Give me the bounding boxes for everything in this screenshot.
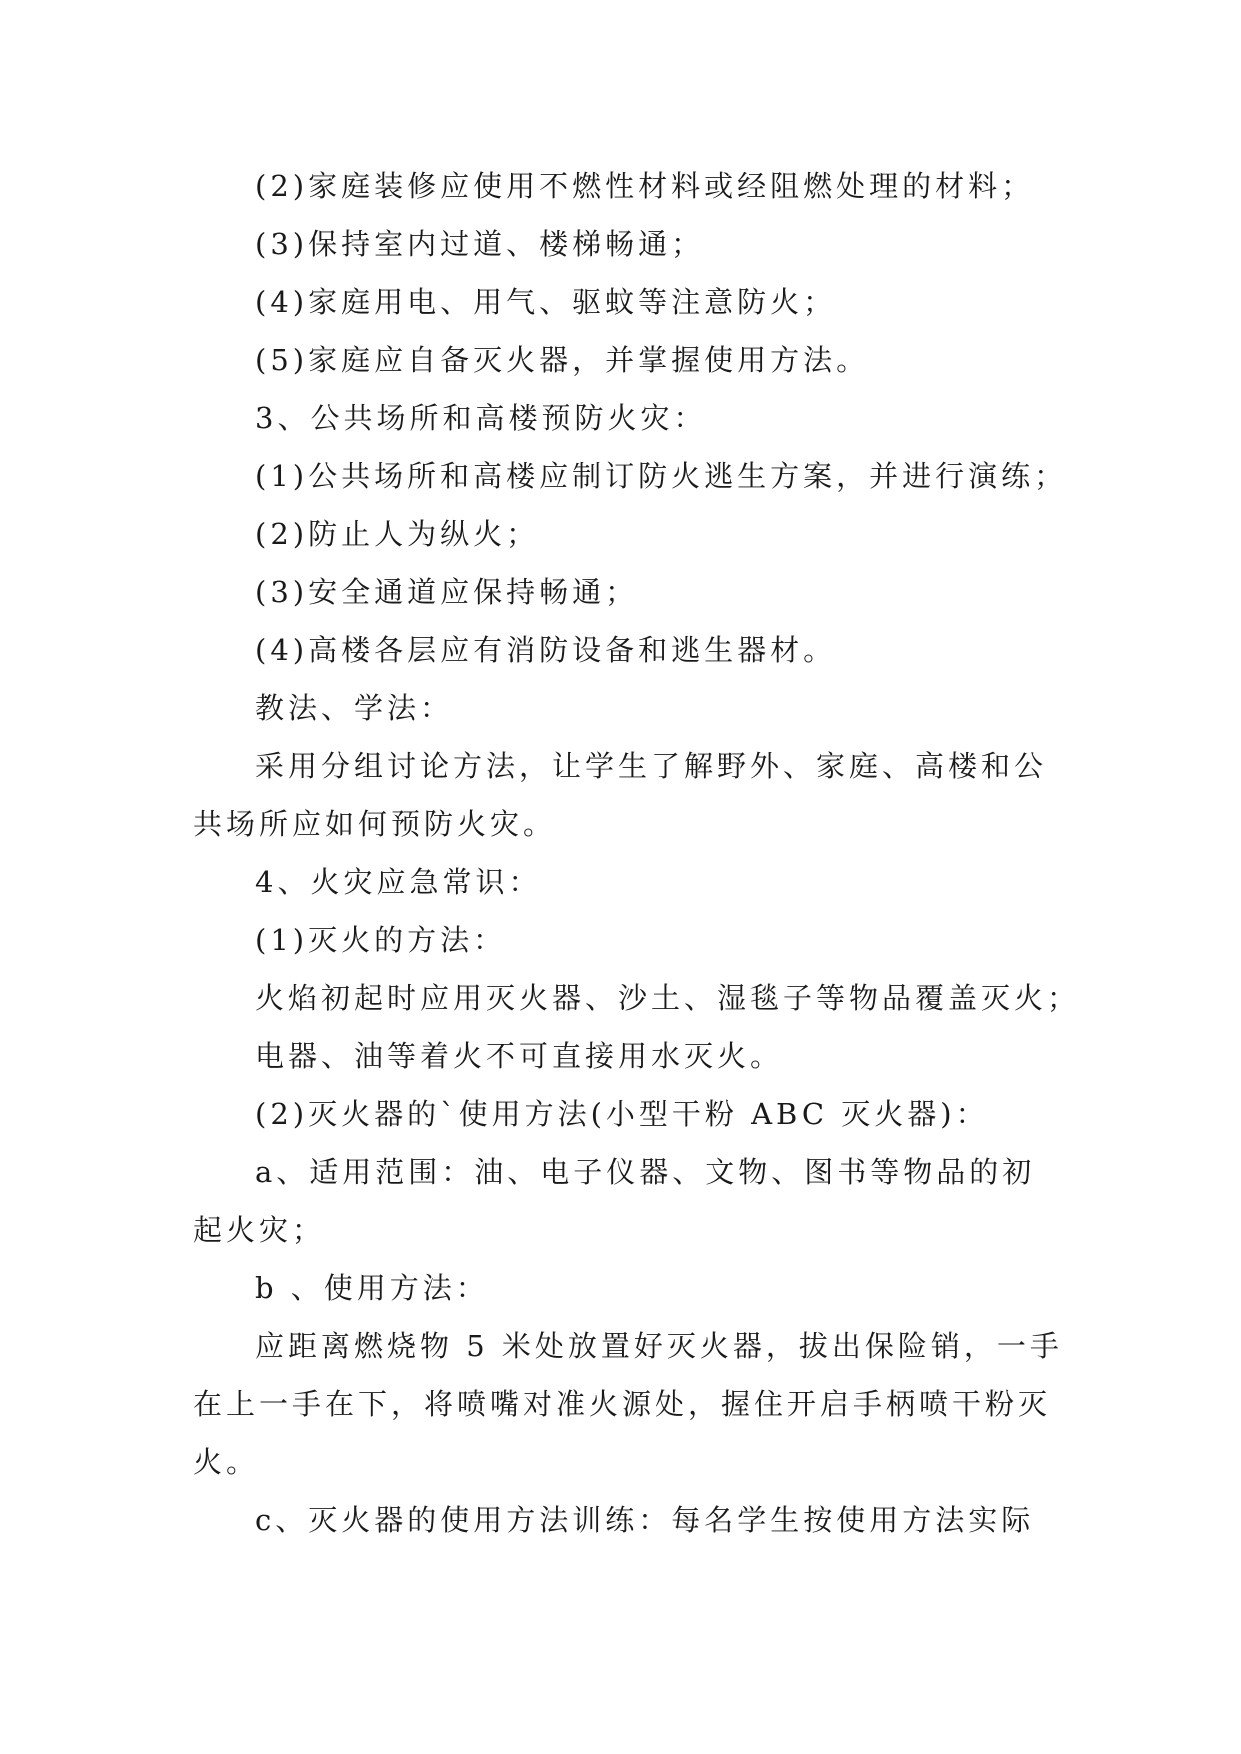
section-heading: 3、公共场所和高楼预防火灾： bbox=[255, 401, 707, 435]
paragraph-line: (5)家庭应自备灭火器，并掌握使用方法。 bbox=[255, 343, 870, 377]
paragraph-line: 应距离燃烧物 5 米处放置好灭火器，拔出保险销，一手 bbox=[255, 1329, 1063, 1363]
paragraph-line: a、适用范围：油、电子仪器、文物、图书等物品的初 bbox=[255, 1155, 1036, 1189]
paragraph-line: (1)灭火的方法： bbox=[255, 923, 507, 957]
section-heading: 4、火灾应急常识： bbox=[255, 865, 542, 899]
paragraph-line: c、灭火器的使用方法训练：每名学生按使用方法实际 bbox=[255, 1503, 1035, 1537]
paragraph-line: b 、使用方法： bbox=[255, 1271, 489, 1305]
paragraph-line: 火。 bbox=[193, 1445, 260, 1479]
paragraph-line: 共场所应如何预防火灾。 bbox=[193, 807, 557, 841]
paragraph-line: 电器、油等着火不可直接用水灭火。 bbox=[255, 1039, 784, 1073]
paragraph-line: (4)高楼各层应有消防设备和逃生器材。 bbox=[255, 633, 837, 667]
paragraph-line: (3)安全通道应保持畅通； bbox=[255, 575, 639, 609]
paragraph-line: (2)家庭装修应使用不燃性材料或经阻燃处理的材料； bbox=[255, 169, 1035, 203]
paragraph-line: (1)公共场所和高楼应制订防火逃生方案，并进行演练； bbox=[255, 459, 1068, 493]
paragraph-line: 在上一手在下，将喷嘴对准火源处，握住开启手柄喷干粉灭 bbox=[193, 1387, 1052, 1421]
paragraph-line: 采用分组讨论方法，让学生了解野外、家庭、高楼和公 bbox=[255, 749, 1048, 783]
paragraph-line: (3)保持室内过道、楼梯畅通； bbox=[255, 227, 705, 261]
paragraph-line: (4)家庭用电、用气、驱蚊等注意防火； bbox=[255, 285, 837, 319]
paragraph-line: (2)防止人为纵火； bbox=[255, 517, 540, 551]
paragraph-line: 火焰初起时应用灭火器、沙土、湿毯子等物品覆盖灭火； bbox=[255, 981, 1081, 1015]
paragraph-line: 起火灾； bbox=[193, 1213, 326, 1247]
paragraph-line: (2)灭火器的`使用方法(小型干粉 ABC 灭火器)： bbox=[255, 1097, 989, 1131]
section-heading: 教法、学法： bbox=[255, 691, 454, 725]
